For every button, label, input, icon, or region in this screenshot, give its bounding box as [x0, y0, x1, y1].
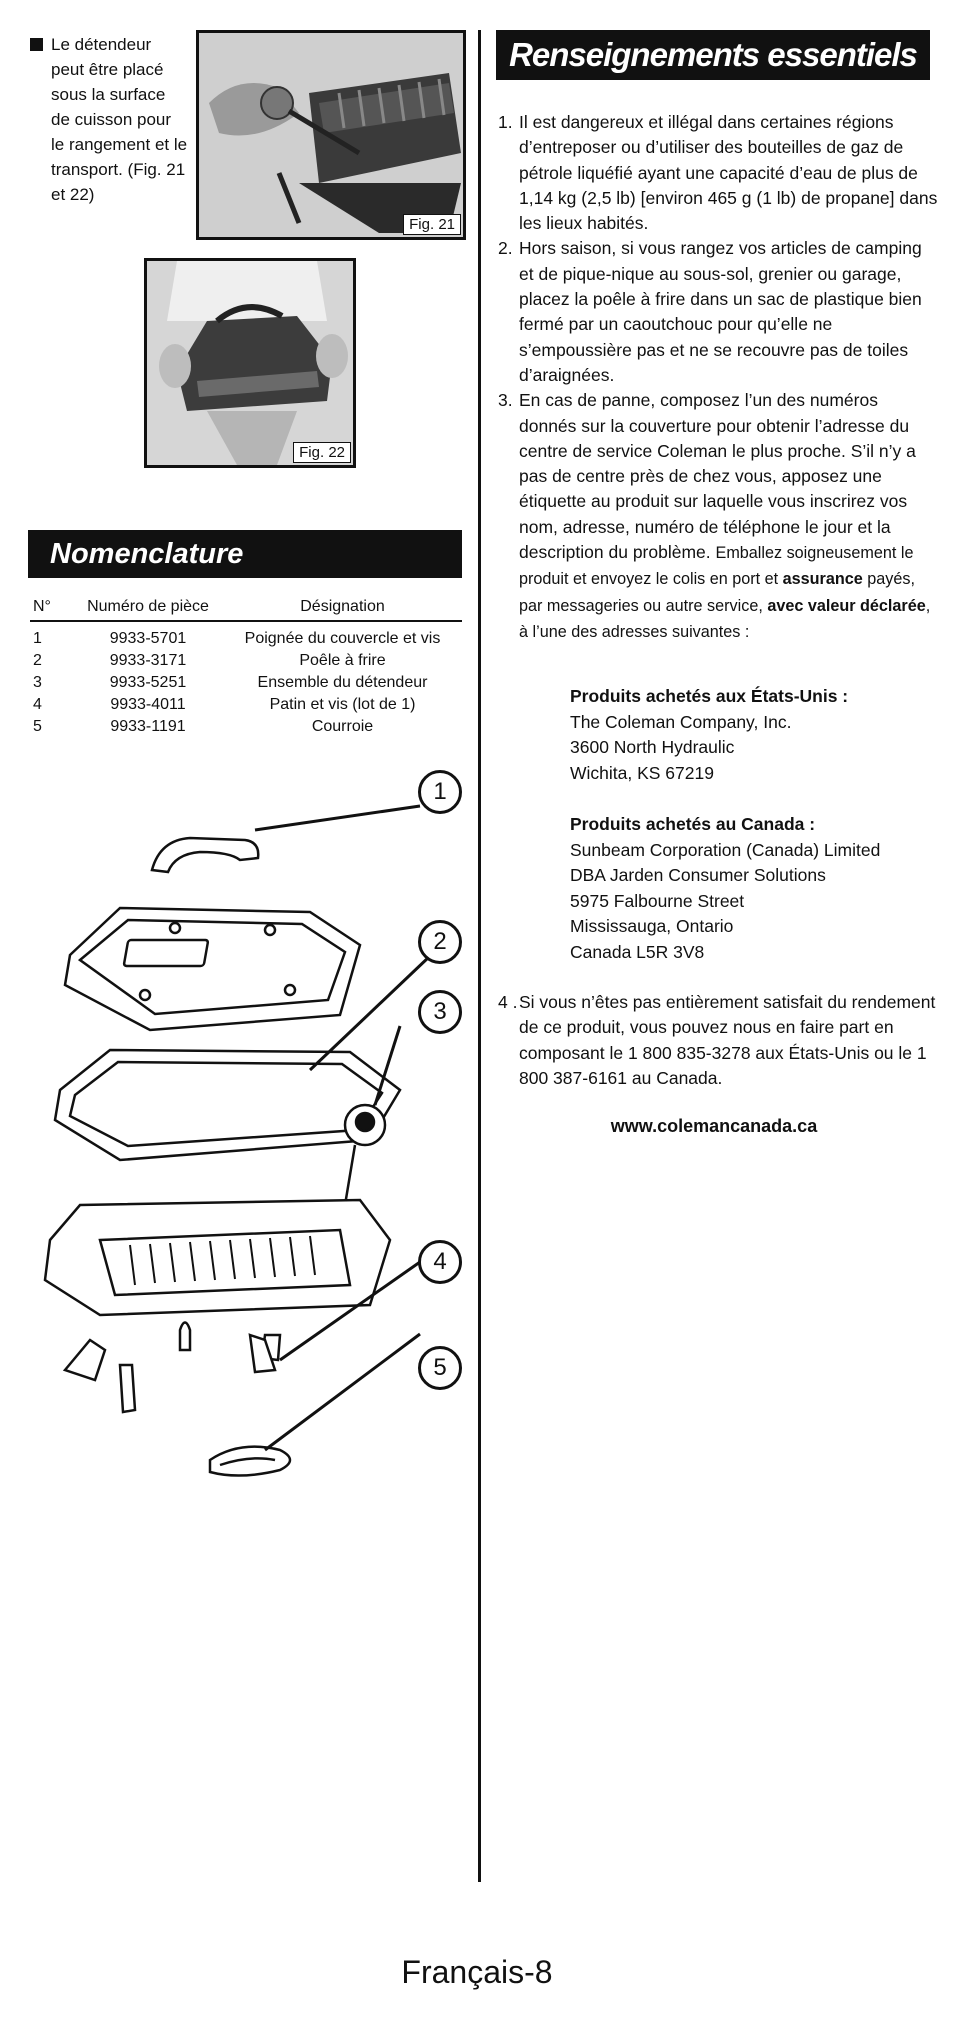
- info-title: Renseignements essentiels: [509, 36, 917, 73]
- item-text: Hors saison, si vous rangez vos articles de camping et de pique-nique au sous-sol, grenier ou garage, placez la poêle à frire dans un sac de plastique bien fermé par un caoutchouc pour qu’elle ne s’empoussière pas et ne se recouvre pas de toiles d’araignées.: [519, 238, 922, 385]
- nomenclature-header: [28, 530, 462, 578]
- address-line: Mississauga, Ontario: [570, 916, 734, 936]
- list-item: [498, 236, 938, 388]
- parts-table-header: [30, 598, 462, 622]
- parts-table: [30, 598, 462, 738]
- figure-22: [144, 258, 356, 468]
- item-text: En cas de panne, composez l’un des numéros donnés sur la couverture pour obtenir l’adresse du centre de service Coleman le plus proche. S’il n’y a pas de centre près de chez vous, apposez une étiquette au produit sur laquelle vous inscrirez vos nom, adresse, numéro de téléphone le jour et la description du problème.: [519, 390, 916, 563]
- carrying-grill-photo: [147, 261, 353, 465]
- item-bold-declared: avec valeur déclarée: [767, 596, 926, 615]
- callout-3: 3: [418, 990, 462, 1034]
- col-desc-header: Désignation: [300, 598, 385, 615]
- col-no-header: N°: [33, 598, 51, 615]
- callout-1: 1: [418, 770, 462, 814]
- list-item: [498, 990, 938, 1091]
- figure-21: [196, 30, 466, 240]
- row-part: 9933-1191: [110, 718, 186, 735]
- info-header: [496, 30, 930, 80]
- table-row: [30, 650, 462, 672]
- callout-5: 5: [418, 1346, 462, 1390]
- screw-part: [180, 1323, 190, 1351]
- item-bold-insurance: assurance: [782, 570, 863, 589]
- address-line: Canada L5R 3V8: [570, 941, 705, 962]
- page-footer: Français-8: [401, 1954, 553, 1990]
- grill-base-part: [45, 1200, 390, 1315]
- lid-handle-part: [152, 838, 258, 872]
- info-list: [498, 110, 938, 645]
- exploded-parts-diagram: [40, 760, 480, 1500]
- row-desc: Patin et vis (lot de 1): [269, 696, 416, 713]
- row-no: 4: [33, 696, 42, 713]
- column-divider: [478, 30, 481, 1882]
- table-row: [30, 628, 462, 650]
- row-desc: Courroie: [311, 718, 374, 735]
- nomenclature-title: Nomenclature: [50, 537, 244, 570]
- row-desc: Poignée du couvercle et vis: [244, 630, 441, 647]
- row-part: 9933-3171: [109, 652, 187, 669]
- row-part: 9933-5701: [109, 630, 187, 647]
- fig-22-label: Fig. 22: [293, 442, 351, 463]
- item-number: 2.: [498, 238, 513, 259]
- storage-note-text: Le détendeur peut être placé sous la surface de cuisson pour le rangement et le transport. (Fig. 21 et 22): [51, 35, 188, 204]
- col-part-header: Numéro de pièce: [87, 598, 209, 615]
- row-no: 3: [33, 674, 42, 691]
- row-no: 1: [33, 630, 42, 647]
- list-item: [498, 110, 938, 236]
- regulator-storage-photo: [199, 33, 463, 237]
- item-number: 1.: [498, 112, 513, 132]
- fig-21-label: Fig. 21: [403, 214, 461, 235]
- row-no: 5: [33, 718, 42, 735]
- storage-note: [30, 32, 188, 207]
- item-number: 3.: [498, 390, 513, 411]
- us-address: [570, 684, 848, 786]
- table-row: [30, 672, 462, 694]
- callout-4: 4: [418, 1240, 462, 1284]
- lid-part: [65, 908, 360, 1030]
- table-row: [30, 716, 462, 738]
- ca-address-heading: Produits achetés au Canada :: [570, 814, 816, 834]
- address-line: 5975 Falbourne Street: [570, 890, 745, 911]
- us-address-heading: Produits achetés aux États-Unis :: [570, 686, 849, 706]
- ca-address: [570, 812, 880, 965]
- address-line: Wichita, KS 67219: [570, 762, 714, 783]
- row-no: 2: [33, 652, 42, 669]
- table-row: [30, 694, 462, 716]
- foot-part: [120, 1365, 135, 1412]
- item-text-d: , à l’une des adresses suivantes :: [519, 596, 931, 641]
- item-text: Si vous n’êtes pas entièrement satisfait du rendement de ce produit, vous pouvez nous en faire part en composant le 1 800 835-3278 aux États-Unis ou le 1 800 387-6161 au Canada.: [519, 992, 936, 1088]
- item-text-c: payés, par messageries ou autre service,: [519, 570, 915, 615]
- row-desc: Poêle à frire: [299, 652, 386, 669]
- website-link[interactable]: www.colemancanada.ca: [610, 1116, 818, 1136]
- bullet-square-icon: [30, 38, 43, 51]
- foot-part: [65, 1340, 105, 1380]
- fry-pan-part: [55, 1050, 400, 1160]
- item-text-b: Emballez soigneusement le produit et envoyez le colis en port et: [519, 544, 914, 589]
- row-part: 9933-5251: [109, 674, 187, 691]
- address-line: DBA Jarden Consumer Solutions: [570, 865, 826, 885]
- address-line: Sunbeam Corporation (Canada) Limited: [570, 839, 881, 860]
- row-desc: Ensemble du détendeur: [257, 674, 428, 691]
- list-item: [498, 388, 938, 645]
- callout-2: 2: [418, 920, 462, 964]
- address-line: The Coleman Company, Inc.: [570, 711, 792, 732]
- item-number: 4 .: [498, 992, 518, 1012]
- row-part: 9933-4011: [110, 696, 186, 713]
- item-text: Il est dangereux et illégal dans certaines régions d’entreposer ou d’utiliser des bouteilles de gaz de pétrole liquéfié ayant une capacité d’eau de plus de 1,14 kg (2,5 lb) [environ 465 g (1 lb) de propane] dans les lieux habités.: [519, 112, 938, 234]
- strap-part: [210, 1447, 290, 1476]
- info-list-continued: [498, 990, 938, 1091]
- address-line: 3600 North Hydraulic: [570, 737, 735, 757]
